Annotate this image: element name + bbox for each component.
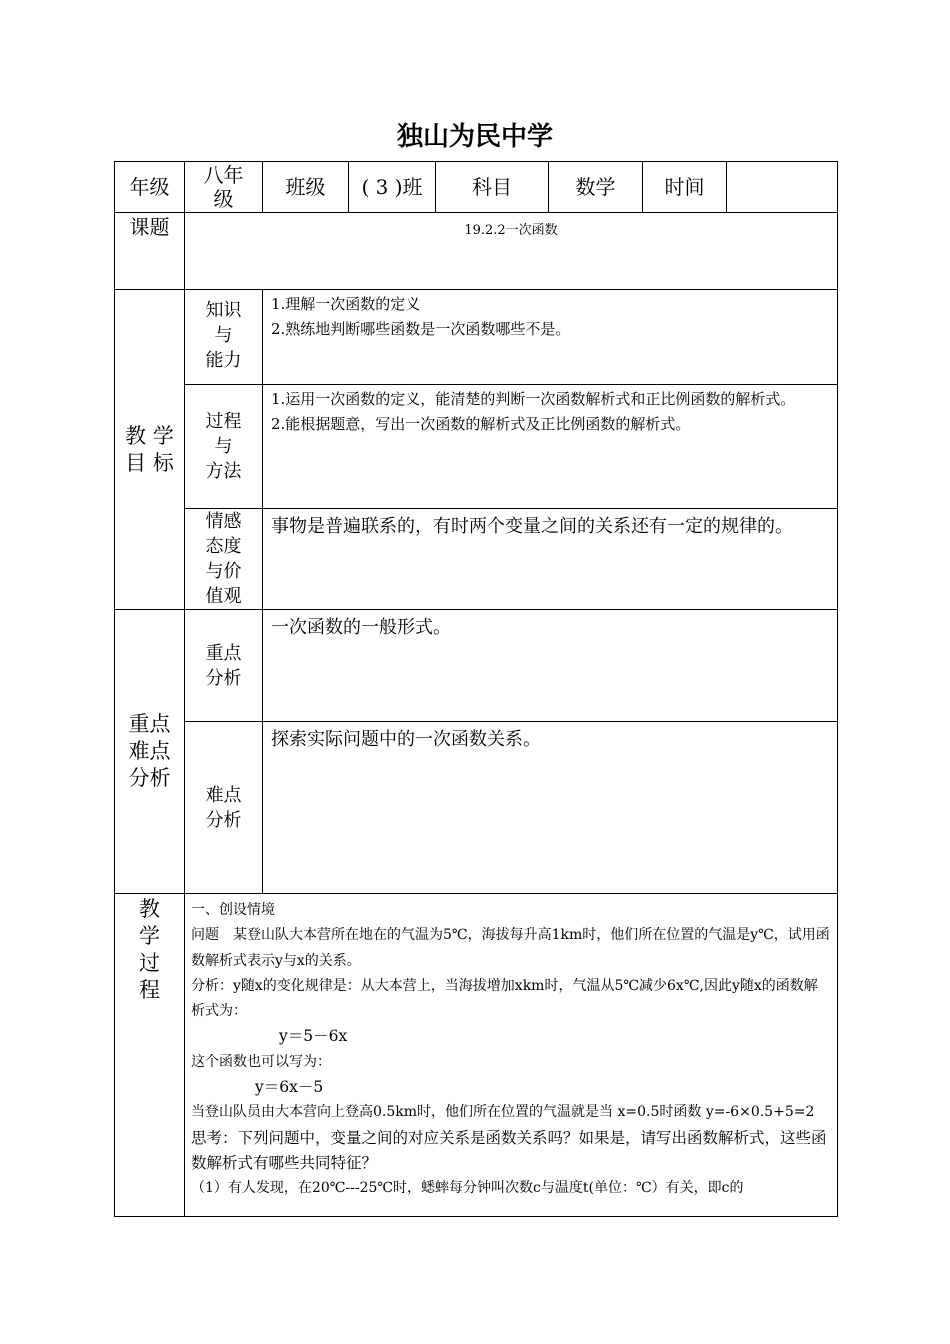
- emotion-content: 事物是普遍联系的，有时两个变量之间的关系还有一定的规律的。: [263, 509, 838, 610]
- key-content: 一次函数的一般形式。: [263, 610, 838, 722]
- topic-row: [115, 213, 838, 290]
- key-row: [115, 610, 838, 722]
- class-label: 班级: [263, 162, 349, 213]
- process-method-content: [263, 385, 838, 509]
- process-question-1: （1）有人发现，在20℃---25℃时，蟋蟀每分钟叫次数c与温度t(单位：℃）有关，即c的: [191, 1180, 744, 1197]
- class-value: ( 3 )班: [349, 162, 436, 213]
- teaching-process-row: [115, 894, 838, 1217]
- process-section-content: [185, 894, 838, 1217]
- time-value: [727, 162, 838, 213]
- knowledge-content: [263, 290, 838, 385]
- time-label: 时间: [643, 162, 727, 213]
- lesson-plan-table: [114, 161, 838, 1217]
- knowledge-line-2: 2.熟练地判断哪些函数是一次函数哪些不是。: [271, 320, 571, 338]
- knowledge-label: 知识 与 能力: [185, 290, 263, 385]
- process-heading: 一、创设情境: [191, 902, 275, 918]
- process-line-2: 2.能根据题意，写出一次函数的解析式及正比例函数的解析式。: [271, 415, 691, 433]
- process-analysis: 分析：y随x的变化规律是：从大本营上，当海拔增加xkm时，气温从5℃减少6x℃,因此y随x的函数解析式为：: [191, 977, 818, 1020]
- difficult-label: 难点 分析: [185, 722, 263, 894]
- process-formula-2: y＝6x－5: [255, 1078, 324, 1097]
- difficult-row: [115, 722, 838, 894]
- header-row: [115, 162, 838, 213]
- process-problem: 问题 某登山队大本营所在地在的气温为5℃，海拔每升高1km时，他们所在位置的气温是y℃，试用函数解析式表示y与x的关系。: [191, 927, 830, 969]
- emotion-row: [115, 509, 838, 610]
- grade-value: 八年级: [185, 162, 263, 213]
- subject-label: 科目: [436, 162, 549, 213]
- school-title: 独山为民中学: [396, 122, 553, 152]
- key-label: 重点 分析: [185, 610, 263, 722]
- knowledge-row: [115, 290, 838, 385]
- process-line-1: 1.运用一次函数的定义，能清楚的判断一次函数解析式和正比例函数的解析式。: [271, 390, 796, 408]
- grade-label: 年级: [115, 162, 185, 213]
- process-formula-1: y＝5－6x: [279, 1027, 348, 1046]
- process-example: 当登山队员由大本营向上登高0.5km时，他们所在位置的气温就是当 x=0.5时函数 y=-6×0.5+5=2: [191, 1104, 815, 1121]
- subject-value: 数学: [549, 162, 643, 213]
- objectives-label: 教 学 目 标: [115, 290, 185, 610]
- topic-value: 19.2.2一次函数: [185, 213, 838, 290]
- process-think: 思考：下列问题中，变量之间的对应关系是函数关系吗？如果是，请写出函数解析式，这些函数解析式有哪些共同特征？: [191, 1128, 827, 1172]
- process-rewrite: 这个函数也可以写为：: [191, 1053, 331, 1070]
- process-method-row: [115, 385, 838, 509]
- knowledge-line-1: 1.理解一次函数的定义: [271, 295, 421, 313]
- emotion-label: 情感 态度 与价 值观: [185, 509, 263, 610]
- topic-label: 课题: [115, 213, 185, 290]
- difficult-content: 探索实际问题中的一次函数关系。: [263, 722, 838, 894]
- process-section-label: 教 学 过 程: [115, 894, 185, 1217]
- analysis-label: 重点 难点 分析: [115, 610, 185, 894]
- process-method-label: 过程 与 方法: [185, 385, 263, 509]
